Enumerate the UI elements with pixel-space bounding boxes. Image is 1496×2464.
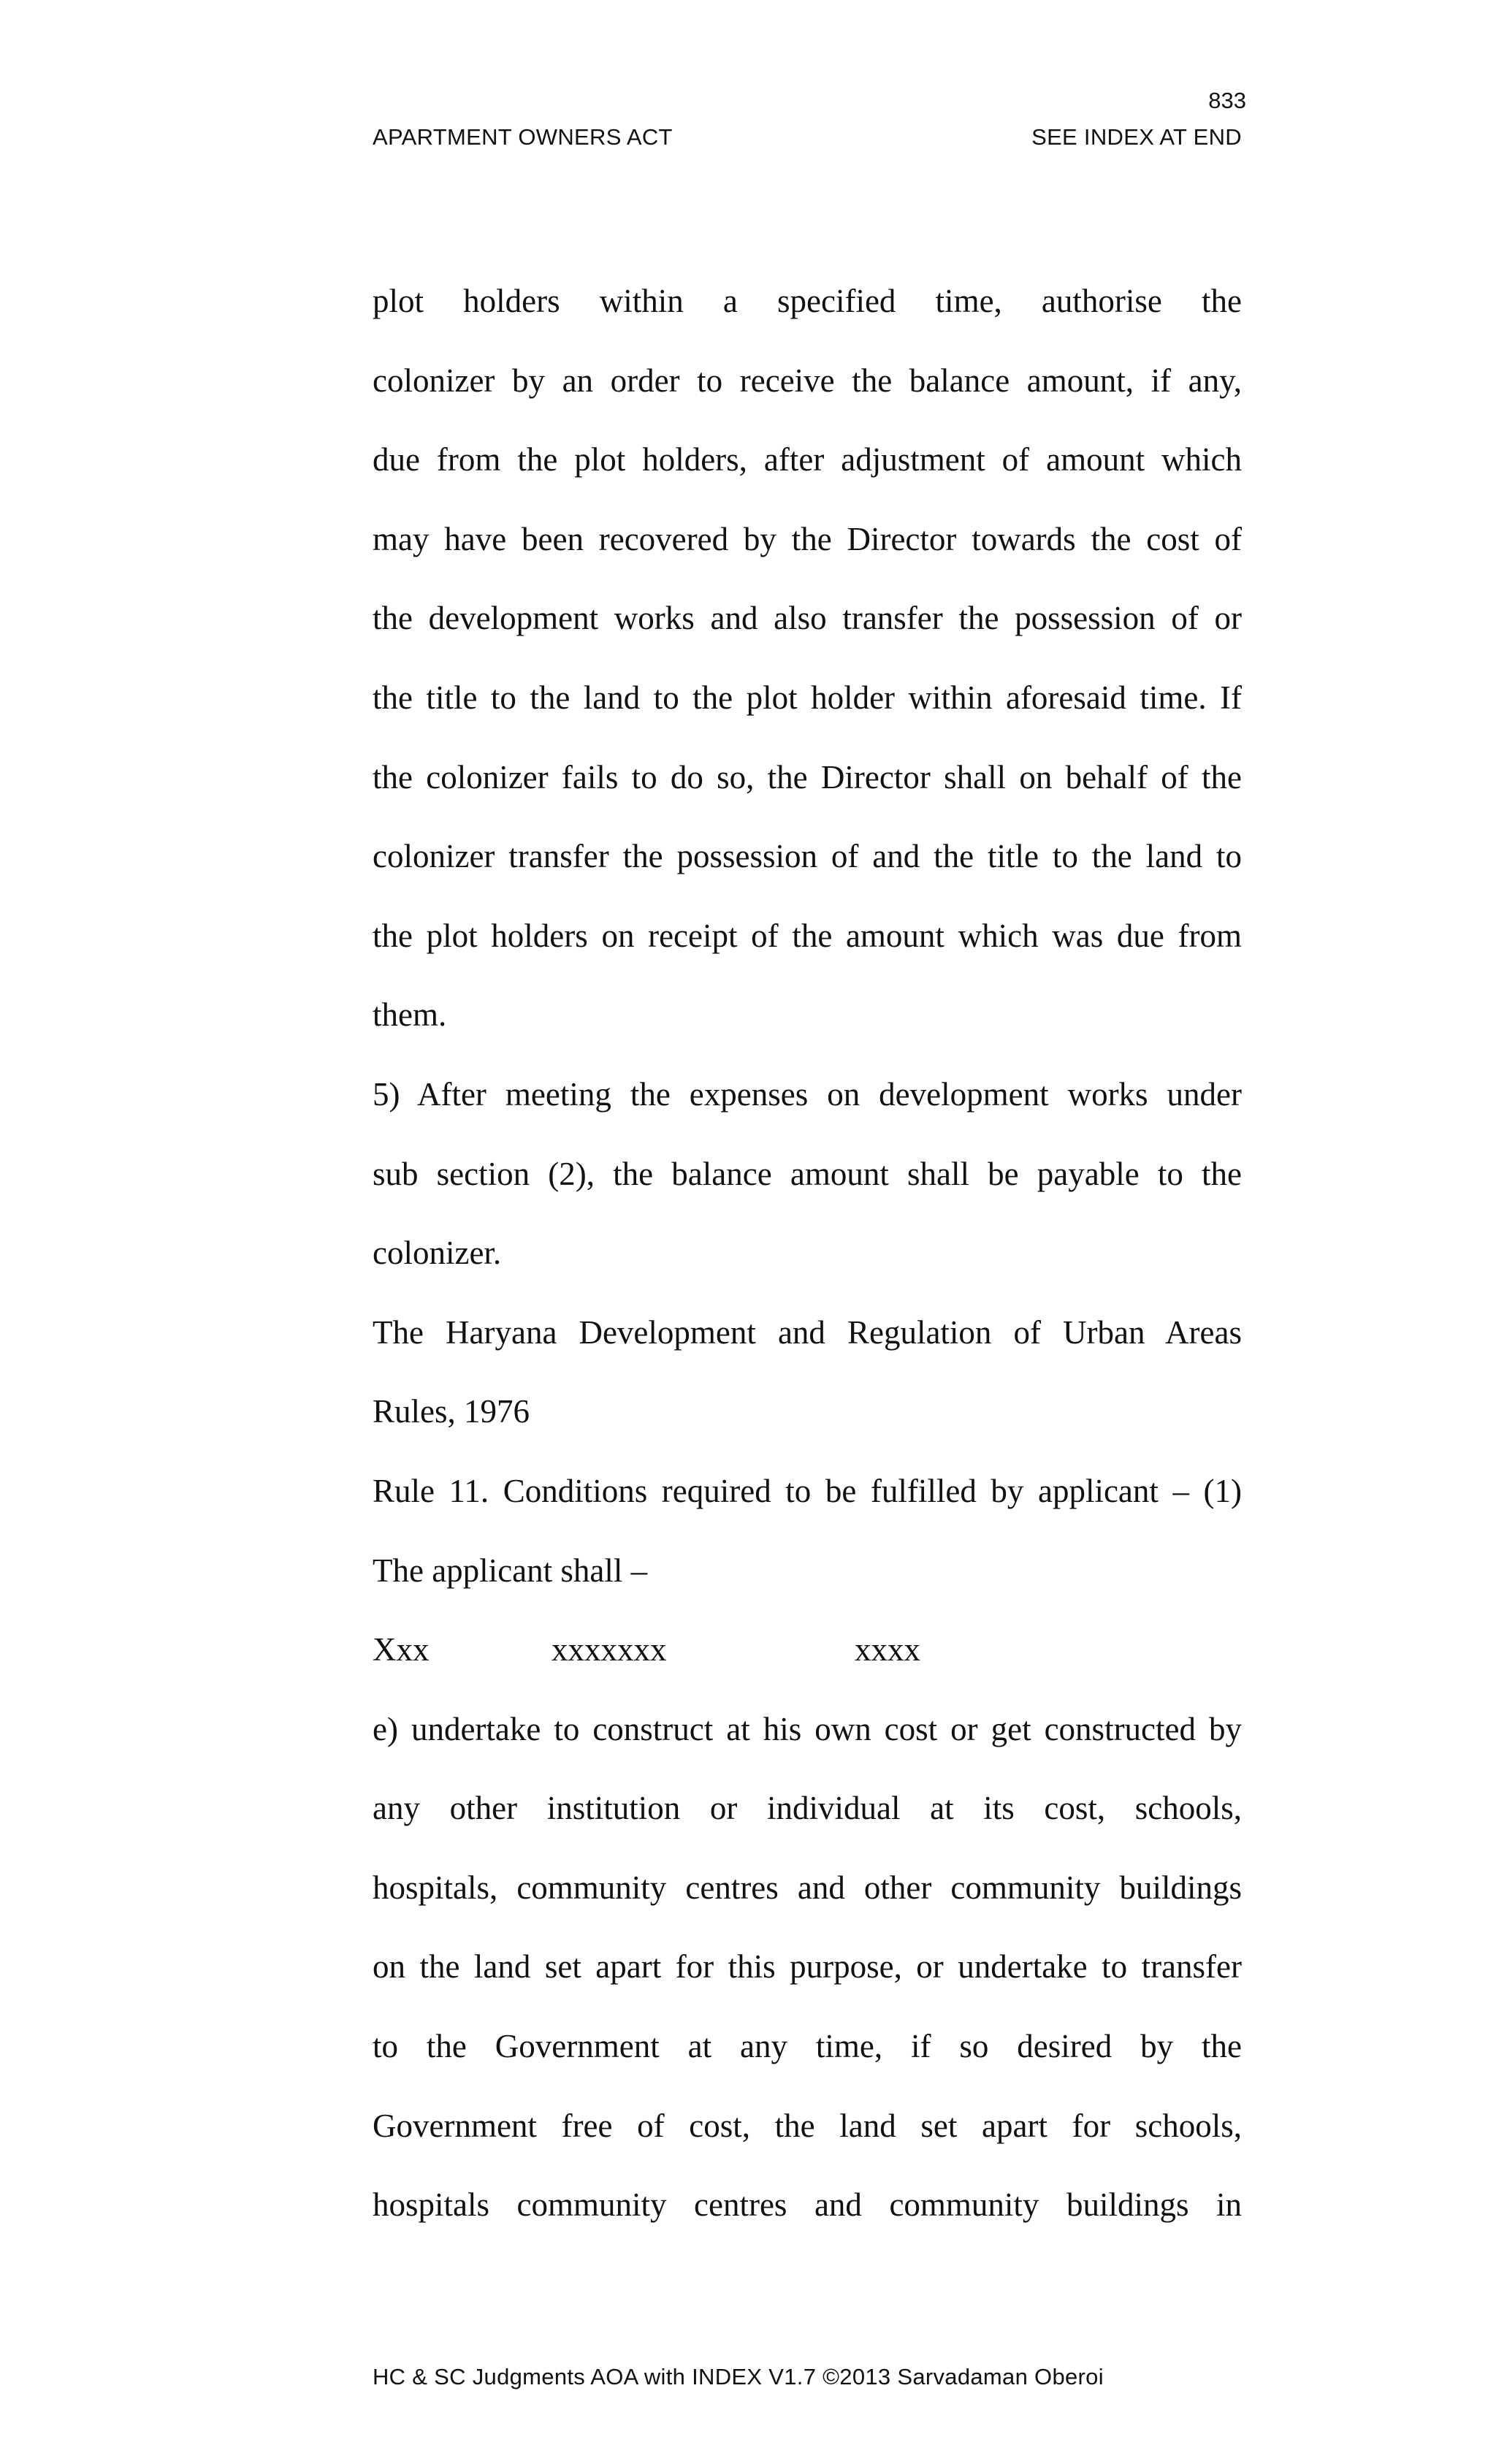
page-footer: HC & SC Judgments AOA with INDEX V1.7 ©2013 Sarvadaman Oberoi bbox=[373, 2364, 1104, 2389]
body-line: colonizer by an order to receive the balance amount, if any, bbox=[373, 362, 1242, 399]
body-line: the plot holders on receipt of the amount which was due from bbox=[373, 917, 1242, 954]
body-line: 5) After meeting the expenses on development works under bbox=[373, 1075, 1242, 1113]
body-line: the title to the land to the plot holder within aforesaid time. If bbox=[373, 679, 1242, 716]
header-title: APARTMENT OWNERS ACT bbox=[373, 124, 673, 150]
body-line: e) undertake to construct at his own cost or get constructed by bbox=[373, 1710, 1242, 1747]
body-line: them. bbox=[373, 996, 447, 1034]
document-body bbox=[373, 262, 1242, 2245]
rule-heading-line: Rule 11. Conditions required to be fulfilled by applicant – (1) bbox=[373, 1472, 1242, 1509]
rule-heading-line: The applicant shall – bbox=[373, 1552, 648, 1589]
body-line: hospitals, community centres and other community buildings bbox=[373, 1869, 1242, 1906]
header-index-note: SEE INDEX AT END bbox=[1031, 124, 1242, 150]
body-line: may have been recovered by the Director towards the cost of bbox=[373, 520, 1242, 557]
body-line: any other institution or individual at its cost, schools, bbox=[373, 1790, 1242, 1827]
page-header bbox=[373, 123, 1242, 152]
body-line: due from the plot holders, after adjustment of amount which bbox=[373, 441, 1242, 478]
body-line: the colonizer fails to do so, the Director shall on behalf of the bbox=[373, 758, 1242, 796]
body-line: colonizer. bbox=[373, 1235, 502, 1272]
body-line: Government free of cost, the land set apart for schools, bbox=[373, 2107, 1242, 2144]
rules-heading-line: The Haryana Development and Regulation of Urban Areas bbox=[373, 1313, 1242, 1351]
body-line: the development works and also transfer the possession of or bbox=[373, 600, 1242, 637]
body-line: on the land set apart for this purpose, or undertake to transfer bbox=[373, 1948, 1242, 1986]
body-line: plot holders within a specified time, authorise the bbox=[373, 283, 1242, 319]
omission-placeholder-row bbox=[373, 1610, 1242, 1690]
rules-heading-line: Rules, 1976 bbox=[373, 1393, 530, 1430]
page-number: 833 bbox=[1208, 88, 1246, 113]
body-line: sub section (2), the balance amount shall be payable to the bbox=[373, 1155, 1242, 1192]
body-line: colonizer transfer the possession of and the title to the land to bbox=[373, 838, 1242, 875]
body-line: to the Government at any time, if so desired by the bbox=[373, 2028, 1242, 2065]
omission-placeholder: xxxx bbox=[855, 1631, 920, 1668]
omission-placeholder: Xxx bbox=[373, 1631, 430, 1668]
omission-placeholder: xxxxxxx bbox=[552, 1631, 667, 1668]
body-line: hospitals community centres and community buildings in bbox=[373, 2186, 1242, 2224]
